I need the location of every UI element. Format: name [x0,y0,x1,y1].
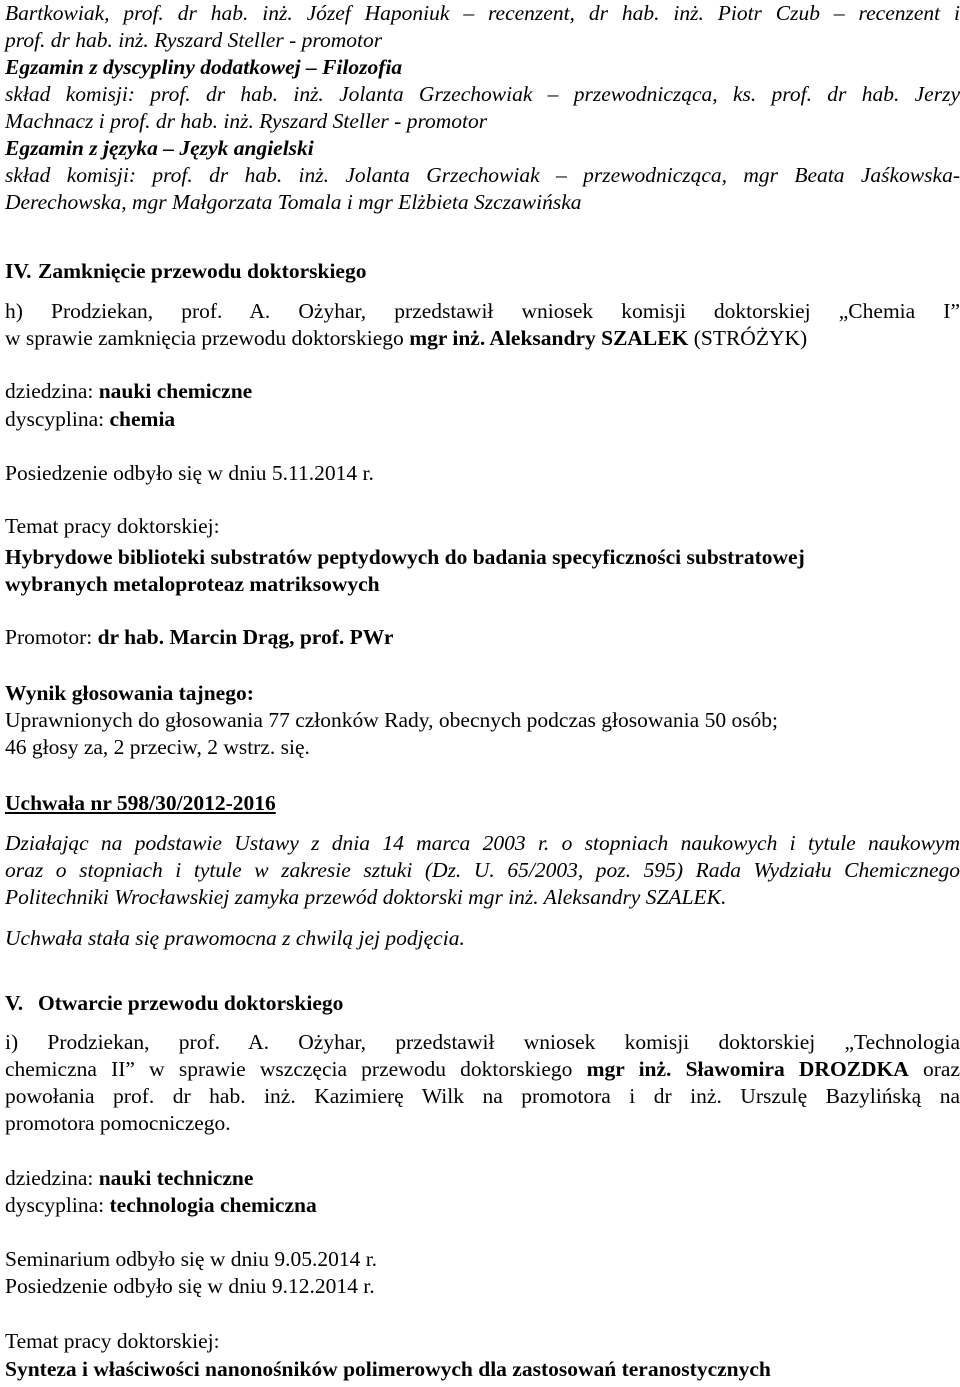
committee-line-4: skład komisji: prof. dr hab. inż. Jolanta Grzechowiak – przewodnicząca, ks. prof. dr hab. Jerzy [5,82,960,106]
meeting-date-v: Posiedzenie odbyło się w dniu 9.12.2014 r. [5,1274,375,1298]
meeting-date: Posiedzenie odbyło się w dniu 5.11.2014 r. [5,461,374,485]
discipline-line [5,406,960,432]
candidate-maiden-name: (STRÓŻYK) [688,326,808,350]
section-iv-title: Zamknięcie przewodu doktorskiego [38,259,367,283]
section-iv-number: IV. [5,259,32,283]
vote-line-1: Uprawnionych do głosowania 77 członków Rady, obecnych podczas głosowania 50 osób; [5,708,779,732]
field-value-v: nauki techniczne [98,1166,254,1190]
resolution-final: Uchwała stała się prawomocna z chwilą jej podjęcia. [5,926,465,950]
thesis-title-line-2: wybranych metaloproteaz matriksowych [5,572,380,596]
thesis-label: Temat pracy doktorskiej: [5,514,220,538]
item-i-text: chemiczna II” w sprawie wszczęcia przewodu doktorskiego [5,1057,587,1081]
committee-line-8: Derechowska, mgr Małgorzata Tomala i mgr Elżbieta Szczawińska [5,190,582,214]
item-i-line-4: promotora pomocniczego. [5,1111,231,1135]
discipline-value: chemia [109,407,176,431]
committee-line-2: prof. dr hab. inż. Ryszard Steller - promotor [5,28,383,52]
resolution-line-2: oraz o stopniach i tytule w zakresie sztuki (Dz. U. 65/2003, poz. 595) Rada Wydziału Chemicznego [5,858,960,882]
discipline-label-v: dyscyplina: [5,1193,110,1217]
section-iv-heading [5,258,960,284]
field-label: dziedzina: [5,379,99,403]
committee-line-5: Machnacz i prof. dr hab. inż. Ryszard Steller - promotor [5,109,488,133]
field-line [5,378,960,404]
exam-philosophy-heading: Egzamin z dyscypliny dodatkowej – Filozofia [5,55,403,79]
section-v-title: Otwarcie przewodu doktorskiego [38,991,344,1015]
committee-line-7: skład komisji: prof. dr hab. inż. Jolanta Grzechowiak – przewodnicząca, mgr Beata Jaśkowska- [5,163,960,187]
discipline-line-v [5,1192,960,1218]
vote-line-2: 46 głosy za, 2 przeciw, 2 wstrz. się. [5,735,310,759]
field-label-v: dziedzina: [5,1166,99,1190]
vote-heading: Wynik głosowania tajnego: [5,681,254,705]
item-h-line-2 [5,325,960,351]
thesis-label-v: Temat pracy doktorskiej: [5,1329,220,1353]
resolution-line-1: Działając na podstawie Ustawy z dnia 14 marca 2003 r. o stopniach naukowych i tytule naukowym [5,831,960,855]
exam-language-heading: Egzamin z języka – Język angielski [5,136,314,160]
field-value: nauki chemiczne [98,379,253,403]
field-line-v [5,1165,960,1191]
promoter-label: Promotor: [5,625,98,649]
candidate-name-v: mgr inż. Sławomira DROZDKA [586,1057,909,1081]
discipline-label: dyscyplina: [5,407,110,431]
item-h-text: w sprawie zamknięcia przewodu doktorskiego [5,326,410,350]
committee-line-1: Bartkowiak, prof. dr hab. inż. Józef Haponiuk – recenzent, dr hab. inż. Piotr Czub – recenzent i [5,1,960,25]
item-i-line-3: powołania prof. dr hab. inż. Kazimierę Wilk na promotora i dr inż. Urszulę Bazylińską na [5,1084,960,1108]
promoter-value: dr hab. Marcin Drąg, prof. PWr [97,625,394,649]
section-v-number: V. [5,991,24,1015]
item-i-text-tail: oraz [908,1057,960,1081]
item-i-line-2 [5,1056,960,1082]
candidate-name: mgr inż. Aleksandry SZALEK [409,326,689,350]
seminar-date: Seminarium odbyło się w dniu 9.05.2014 r. [5,1247,378,1271]
resolution-heading: Uchwała nr 598/30/2012-2016 [5,791,276,815]
promoter-line [5,624,960,650]
discipline-value-v: technologia chemiczna [109,1193,317,1217]
section-v-heading [5,990,960,1016]
thesis-title-line-1: Hybrydowe biblioteki substratów peptydowych do badania specyficzności substratowej [5,545,805,569]
thesis-title-v: Synteza i właściwości nanonośników polimerowych dla zastosowań teranostycznych [5,1357,771,1381]
item-i-line-1: i) Prodziekan, prof. A. Ożyhar, przedstawił wniosek komisji doktorskiej „Technologia [5,1030,960,1054]
item-h-line-1: h) Prodziekan, prof. A. Ożyhar, przedstawił wniosek komisji doktorskiej „Chemia I” [5,299,960,323]
resolution-line-3: Politechniki Wrocławskiej zamyka przewód doktorski mgr inż. Aleksandry SZALEK. [5,885,727,909]
